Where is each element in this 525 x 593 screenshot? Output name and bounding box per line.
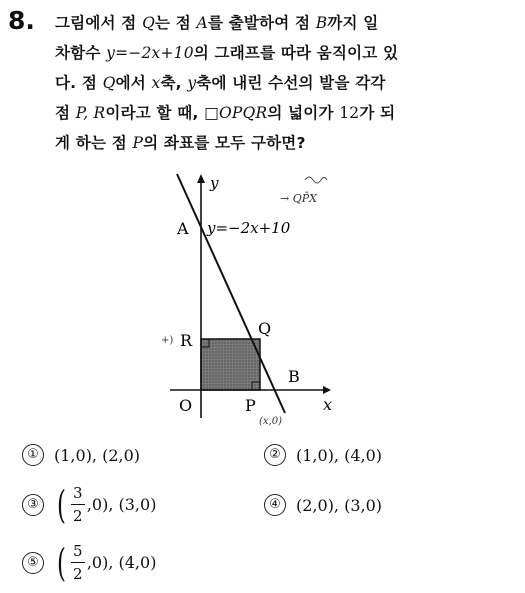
question-line-3: 다. 점 Q에서 x축, y축에 내린 수선의 발을 각각: [55, 74, 386, 92]
point-q-label: Q: [258, 319, 272, 338]
choice-3-fraction: $\frac{3}{2}$: [71, 484, 85, 525]
choice-5-fraction: $\frac{5}{2}$: [71, 542, 85, 583]
choice-1-text: (1,0), (2,0): [54, 445, 141, 465]
choice-1-number: ①: [22, 444, 44, 466]
choice-3-tail: ,0), (3,0): [86, 495, 157, 514]
question-number: 8.: [8, 6, 35, 35]
choice-5-tail: ,0), (4,0): [86, 553, 157, 572]
choice-2[interactable]: [264, 444, 382, 466]
question-line-1: 그림에서 점 Q는 점 A를 출발하여 점 B까지 일: [55, 14, 379, 32]
x-axis-arrow: [323, 386, 331, 394]
rectangle-opqr: [201, 339, 260, 390]
point-b-label: B: [288, 367, 300, 386]
equation-label: y=−2x+10: [207, 219, 291, 237]
choice-2-text: (1,0), (4,0): [296, 445, 383, 465]
point-p-label: P: [245, 396, 256, 415]
handwritten-note-top: → QP̄X: [280, 192, 317, 205]
axis-x-label: x: [323, 395, 333, 414]
choice-3[interactable]: ③ ( $\frac{3}{2}$ ,0), (3,0): [22, 484, 156, 525]
origin-label: O: [179, 396, 193, 415]
choice-5-number: ⑤: [22, 552, 44, 574]
choice-5[interactable]: ⑤ ( $\frac{5}{2}$ ,0), (4,0): [22, 542, 156, 583]
point-r-label: R: [180, 331, 193, 350]
choice-2-number: ②: [264, 444, 286, 466]
question-text: [55, 8, 515, 158]
y-axis-arrow: [197, 174, 205, 183]
handwritten-scribble: [305, 177, 327, 183]
choice-1[interactable]: [22, 444, 140, 466]
handwritten-note-p: (x,0): [259, 416, 282, 427]
question-line-2: 차함수 y=−2x+10의 그래프를 따라 움직이고 있: [55, 44, 399, 62]
question-line-5: 게 하는 점 P의 좌표를 모두 구하면?: [55, 134, 306, 152]
axis-y-label: y: [210, 174, 219, 192]
choice-4[interactable]: [264, 494, 382, 516]
choice-4-number: ④: [264, 494, 286, 516]
choice-4-text: (2,0), (3,0): [296, 495, 383, 515]
point-a-label: A: [177, 219, 189, 238]
choice-3-number: ③: [22, 494, 44, 516]
handwritten-note-r: +): [161, 335, 174, 346]
graph-figure: [155, 168, 360, 430]
question-line-4: 점 P, R이라고 할 때, □OPQR의 넓이가 12가 되: [55, 104, 396, 122]
